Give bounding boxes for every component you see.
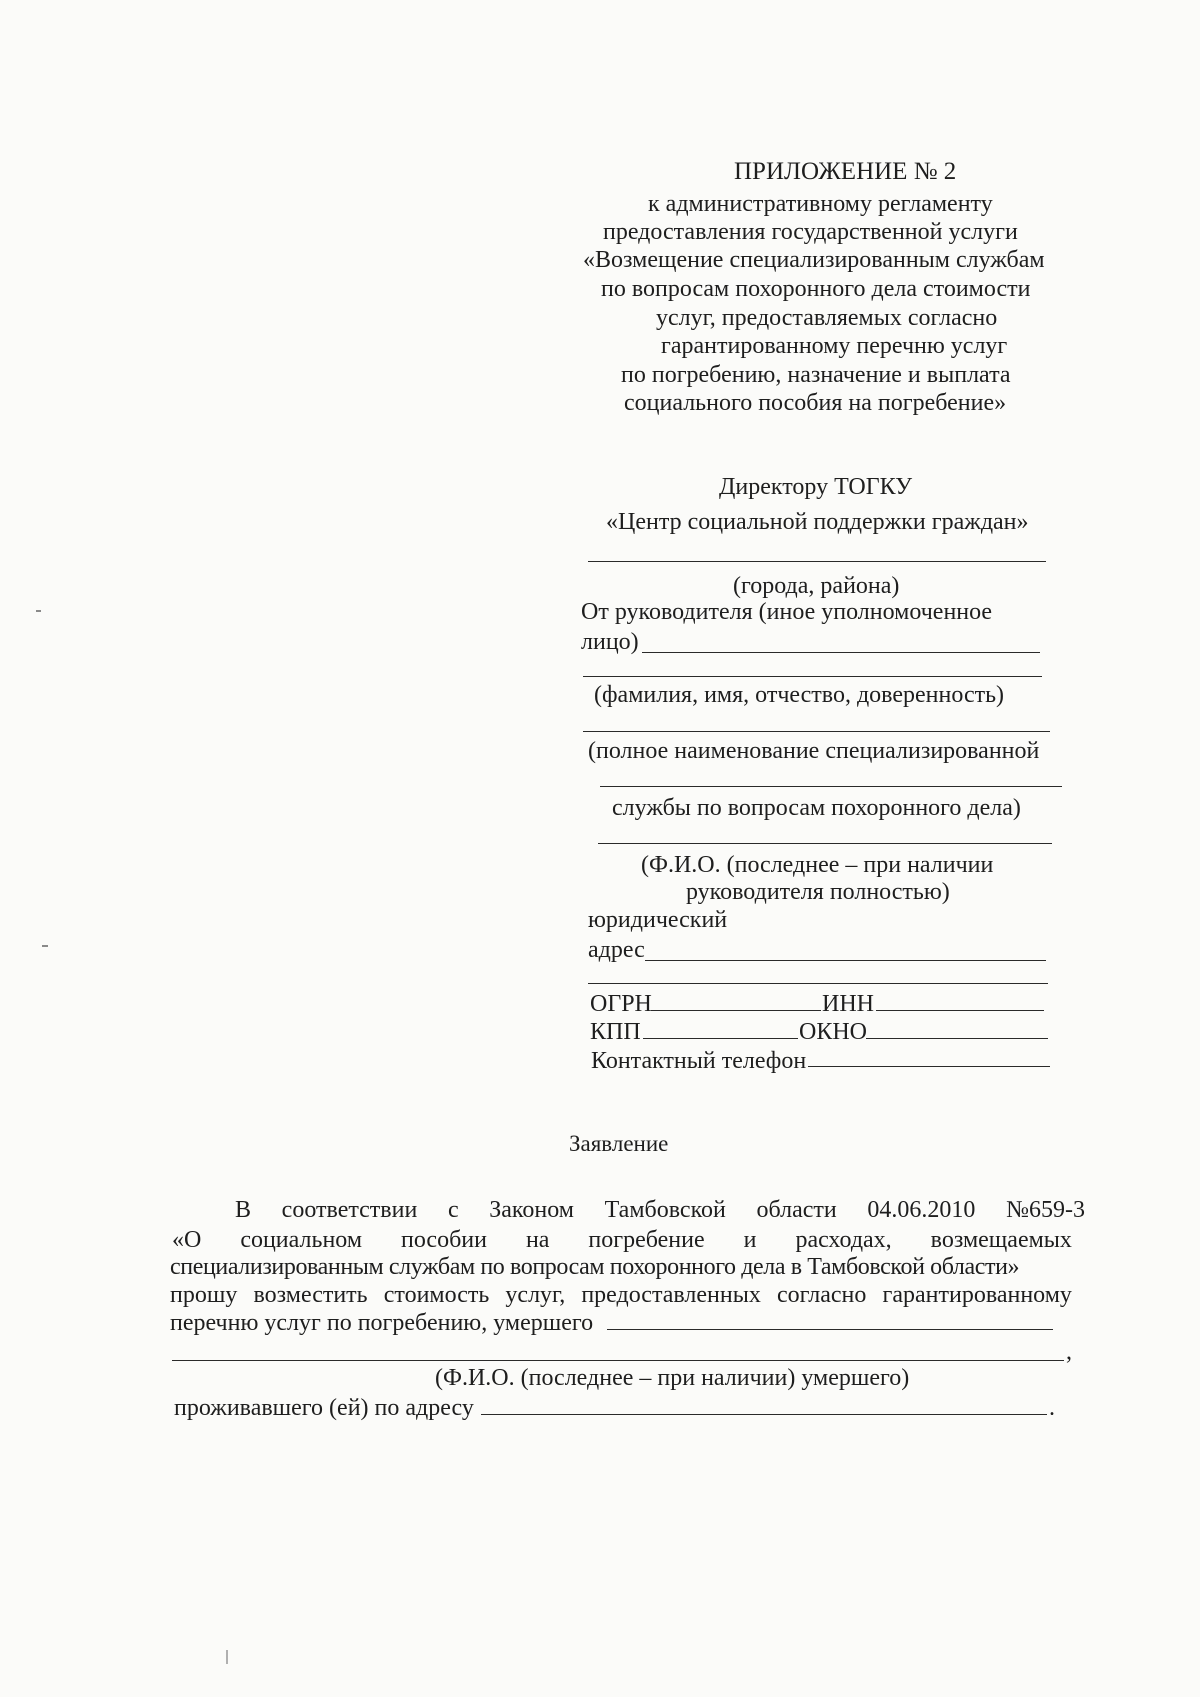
statement-word: Тамбовской (604, 1197, 726, 1223)
residence-field-line[interactable] (481, 1414, 1047, 1415)
kpp-field-line[interactable] (643, 1038, 798, 1039)
phone-field-line[interactable] (808, 1066, 1050, 1067)
scan-speck (36, 610, 41, 612)
inn-field-line[interactable] (876, 1010, 1044, 1011)
service-name-caption: (полное наименование специализированной (588, 738, 1040, 764)
appendix-line: социального пособия на погребение» (624, 390, 1007, 416)
residence-label: проживавшего (ей) по адресу (174, 1395, 474, 1421)
from-label: От руководителя (иное уполномоченное (581, 599, 993, 625)
okno-label: ОКНО (799, 1019, 868, 1045)
addressee-director: Директору ТОГКУ (719, 474, 913, 500)
statement-word: прошу (170, 1282, 238, 1308)
appendix-line: гарантированному перечню услуг (661, 333, 1008, 359)
appendix-title: ПРИЛОЖЕНИЕ № 2 (734, 158, 957, 185)
scan-speck (226, 1650, 228, 1664)
statement-word: погребение (588, 1227, 705, 1253)
statement-word: возместить (253, 1282, 368, 1308)
legal-label: юридический (588, 907, 728, 933)
statement-word: 04.06.2010 (867, 1197, 976, 1223)
statement-word: и (743, 1227, 757, 1253)
statement-word: №659-3 (1006, 1197, 1085, 1223)
ogrn-field-line[interactable] (651, 1010, 821, 1011)
statement-word: В (235, 1197, 252, 1223)
city-field-line[interactable] (588, 561, 1046, 562)
statement-word: области (756, 1197, 837, 1223)
statement-line-2 (172, 1226, 1072, 1254)
statement-word: социальном (240, 1227, 363, 1253)
service-name-caption-2: службы по вопросам похоронного дела) (612, 795, 1021, 821)
person-label: лицо) (581, 629, 639, 655)
appendix-line: по погребению, назначение и выплата (621, 362, 1011, 388)
person-field-line-2[interactable] (583, 676, 1042, 677)
statement-word: Законом (489, 1197, 574, 1223)
appendix-line: по вопросам похоронного дела стоимости (601, 276, 1031, 302)
comma: , (1066, 1339, 1072, 1365)
statement-word: согласно (776, 1282, 867, 1308)
statement-word: стоимость (383, 1282, 490, 1308)
statement-word: расходах, (795, 1227, 892, 1253)
statement-word: услуг, (505, 1282, 566, 1308)
scan-speck (42, 945, 48, 947)
phone-label: Контактный телефон (591, 1048, 807, 1074)
statement-word: предоставленных (581, 1282, 761, 1308)
addressee-organization: «Центр социальной поддержки граждан» (606, 509, 1029, 535)
statement-word: пособии (400, 1227, 487, 1253)
appendix-line: к административному регламенту (648, 191, 993, 217)
city-caption: (города, района) (733, 573, 900, 599)
address-field-line-2[interactable] (588, 983, 1048, 984)
deceased-field-line-2[interactable] (172, 1360, 1064, 1361)
statement-line-4 (170, 1281, 1072, 1309)
period: . (1049, 1395, 1055, 1421)
statement-line-5: перечню услуг по погребению, умершего (170, 1310, 594, 1336)
statement-word: на (525, 1227, 550, 1253)
inn-label: ИНН (822, 991, 874, 1017)
statement-word: с (447, 1197, 459, 1223)
ogrn-label: ОГРН (590, 991, 652, 1017)
statement-line-1 (235, 1196, 1085, 1224)
appendix-line: «Возмещение специализированным службам (583, 247, 1045, 273)
appendix-line: предоставления государственной услуги (603, 219, 1018, 245)
statement-word: гарантированному (882, 1282, 1072, 1308)
address-field-line[interactable] (645, 960, 1046, 961)
statement-word: «О (172, 1227, 202, 1253)
head-fio-caption: (Ф.И.О. (последнее – при наличии (641, 852, 994, 878)
deceased-field-line[interactable] (607, 1329, 1053, 1330)
head-fio-field-line[interactable] (598, 843, 1052, 844)
statement-word: возмещаемых (930, 1227, 1072, 1253)
statement-line-3: специализированным службам по вопросам похоронного дела в Тамбовской области» (170, 1254, 1020, 1280)
service-name-field-line-2[interactable] (600, 786, 1062, 787)
deceased-caption: (Ф.И.О. (последнее – при наличии) умершего) (435, 1365, 910, 1391)
person-field-line[interactable] (642, 652, 1040, 653)
fio-caption: (фамилия, имя, отчество, доверенность) (594, 682, 1005, 708)
kpp-label: КПП (590, 1019, 641, 1045)
statement-heading: Заявление (569, 1131, 669, 1156)
service-name-field-line[interactable] (583, 731, 1050, 732)
okno-field-line[interactable] (866, 1038, 1048, 1039)
address-label: адрес (588, 937, 645, 963)
statement-word: соответствии (281, 1197, 418, 1223)
appendix-line: услуг, предоставляемых согласно (656, 305, 998, 331)
head-fio-caption-2: руководителя полностью) (686, 879, 950, 905)
